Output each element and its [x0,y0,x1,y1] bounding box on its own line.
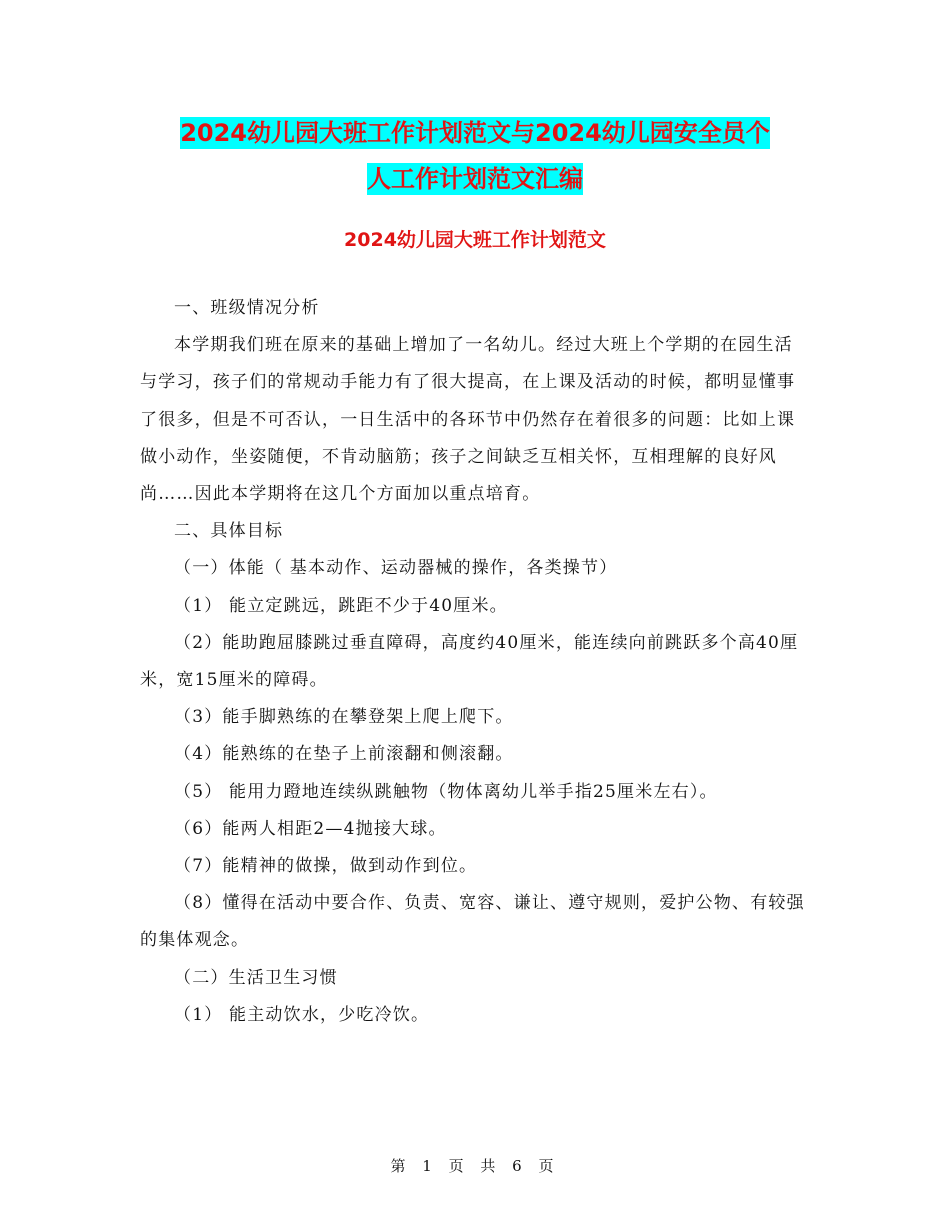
subheading-hygiene: （二）生活卫生习惯 [174,967,338,988]
document-title [0,110,950,202]
list-item: （3）能手脚熟练的在攀登架上爬上爬下。 [174,707,514,728]
heading-class-analysis: 一、班级情况分析 [174,298,320,318]
list-item: （7）能精神的做操，做到动作到位。 [174,856,478,877]
list-item: （4）能熟练的在垫子上前滚翻和侧滚翻。 [174,744,514,765]
list-item: （5） 能用力蹬地连续纵跳触物（物体离幼儿举手指25厘米左右）。 [174,781,718,802]
paragraph-class-analysis: 本学期我们班在原来的基础上增加了一名幼儿。经过大班上个学期的在园生活与学习，孩子们的常规动手能力有了很大提高，在上课及活动的时候，都明显懂事了很多，但是不可否认，一日生活中的各环节中仍然存在着很多的问题：比如上课做小动作，坐姿随便，不肯动脑筋；孩子之间缺乏互相关怀，互相理解的良好风尚……因此本学期将在这几个方面加以重点培育。 [140,335,796,505]
document-body [140,290,810,1034]
page-footer: 第 1 页 共 6 页 [390,1157,560,1175]
section-title: 2024幼儿园大班工作计划范文 [344,229,606,251]
list-item: （8）懂得在活动中要合作、负责、宽容、谦让、遵守规则，爱护公物、有较强的集体观念。 [140,893,805,951]
title-line-2: 人工作计划范文汇编 [367,165,583,193]
title-line-1: 2024幼儿园大班工作计划范文与2024幼儿园安全员个 [180,119,770,147]
list-item: （1） 能主动饮水，少吃冷饮。 [174,1004,430,1025]
subheading-physical: （一）体能（ 基本动作、运动器械的操作，各类操节） [174,558,618,579]
heading-specific-goals: 二、具体目标 [174,521,284,542]
list-item: （6）能两人相距2—4抛接大球。 [174,818,447,839]
list-item: （1） 能立定跳远，跳距不少于40厘米。 [174,595,508,616]
list-item: （2）能助跑屈膝跳过垂直障碍，高度约40厘米，能连续向前跳跃多个高40厘米，宽15厘米的障碍。 [140,632,799,691]
